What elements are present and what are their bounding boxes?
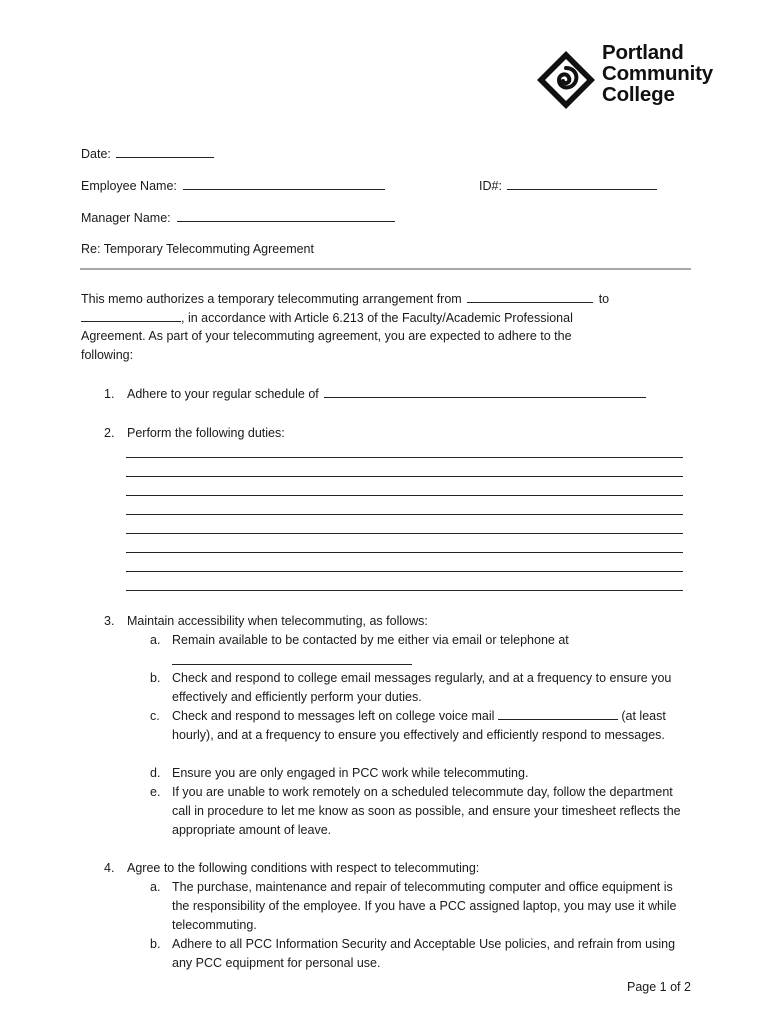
- intro-line-3: Agreement. As part of your telecommuting agreement, you are expected to adhere to the: [81, 329, 572, 343]
- duties-line-7[interactable]: [126, 571, 683, 572]
- pcc-logo: [536, 42, 736, 112]
- item-3-label: Maintain accessibility when telecommuting, as follows:: [127, 614, 428, 628]
- id-label: ID#:: [479, 179, 502, 193]
- intro-text-1: This memo authorizes a temporary telecommuting arrangement from: [81, 292, 462, 306]
- page-number: Page 1 of 2: [627, 980, 691, 994]
- logo-line-3: College: [602, 83, 675, 106]
- item-number: 3.: [104, 614, 115, 628]
- sub-item-letter: b.: [150, 671, 161, 685]
- sub-item-3b-text: Check and respond to college email messages regularly, and at a frequency to ensure you effectively and efficiently perform your duties.: [172, 671, 672, 704]
- intro-text-2: to: [598, 292, 610, 306]
- date-blank[interactable]: [116, 146, 214, 158]
- re-line: Re: Temporary Telecommuting Agreement: [81, 242, 314, 256]
- sub-item-4a: [0, 878, 770, 938]
- sub-item-3c: [0, 707, 770, 767]
- contact-blank[interactable]: [172, 664, 412, 665]
- date-label: Date:: [81, 147, 111, 161]
- duties-line-3[interactable]: [126, 495, 683, 496]
- employee-name-blank[interactable]: [183, 178, 385, 190]
- id-blank[interactable]: [507, 178, 657, 190]
- sub-item-3d-text: Ensure you are only engaged in PCC work while telecommuting.: [172, 766, 529, 780]
- header-divider: [80, 268, 691, 270]
- sub-item-letter: e.: [150, 785, 161, 799]
- voicemail-frequency-blank[interactable]: [498, 708, 618, 720]
- intro-line-4: following:: [81, 348, 134, 362]
- sub-item-letter: a.: [150, 633, 161, 647]
- manager-name-field: [81, 210, 395, 225]
- sub-item-letter: b.: [150, 937, 161, 951]
- date-field: [81, 146, 214, 161]
- sub-item-letter: a.: [150, 880, 161, 894]
- sub-item-4a-text: The purchase, maintenance and repair of telecommuting computer and office equipment is the responsibility of the employee. If you have a PCC assigned laptop, you may use it while telecommuting.: [172, 880, 677, 932]
- intro-text-3: , in accordance with Article 6.213 of the Faculty/Academic Professional: [181, 311, 573, 325]
- logo-line-1: Portland: [602, 41, 684, 64]
- item-1-label: Adhere to your regular schedule of: [127, 387, 319, 401]
- sub-item-4b-text: Adhere to all PCC Information Security and Acceptable Use policies, and refrain from using any PCC equipment for personal use.: [172, 937, 676, 970]
- id-field: [479, 178, 657, 193]
- item-number: 2.: [104, 426, 115, 440]
- duties-line-4[interactable]: [126, 514, 683, 515]
- intro-line-2: [81, 310, 573, 325]
- sub-item-3e-text: If you are unable to work remotely on a scheduled telecommute day, follow the department call in procedure to let me know as soon as possible, and ensure your timesheet reflects the appropriate amount of leave.: [172, 785, 681, 837]
- sub-item-3c-text-1: Check and respond to messages left on college voice mail: [172, 709, 495, 723]
- end-date-blank[interactable]: [81, 310, 181, 322]
- sub-item-3a: [0, 631, 770, 671]
- sub-item-letter: c.: [150, 709, 160, 723]
- pcc-spiral-diamond-icon: [536, 50, 596, 110]
- manager-name-blank[interactable]: [177, 210, 395, 222]
- item-2-label: Perform the following duties:: [127, 426, 285, 440]
- sub-item-letter: d.: [150, 766, 161, 780]
- logo-line-2: Community: [602, 62, 713, 85]
- sub-item-3b: [0, 669, 770, 709]
- sub-item-3c-text-2: (at least hourly), and at a frequency to ensure you effectively and efficiently respond to messages.: [172, 709, 666, 742]
- duties-line-1[interactable]: [126, 457, 683, 458]
- intro-line-1: [81, 291, 609, 306]
- start-date-blank[interactable]: [467, 291, 593, 303]
- schedule-blank[interactable]: [324, 386, 646, 398]
- manager-name-label: Manager Name:: [81, 211, 171, 225]
- duties-line-8[interactable]: [126, 590, 683, 591]
- duties-line-2[interactable]: [126, 476, 683, 477]
- item-number: 4.: [104, 861, 115, 875]
- pcc-logo-text: [602, 42, 713, 105]
- sub-item-3e: [0, 783, 770, 843]
- duties-line-5[interactable]: [126, 533, 683, 534]
- item-4-label: Agree to the following conditions with respect to telecommuting:: [127, 861, 480, 875]
- item-number: 1.: [104, 387, 115, 401]
- employee-name-field: [81, 178, 385, 193]
- item-1-text: [127, 385, 646, 404]
- sub-item-4b: [0, 935, 770, 975]
- sub-item-3a-text: Remain available to be contacted by me either via email or telephone at: [172, 633, 569, 647]
- sub-item-3c-text: [172, 707, 692, 745]
- duties-line-6[interactable]: [126, 552, 683, 553]
- employee-name-label: Employee Name:: [81, 179, 177, 193]
